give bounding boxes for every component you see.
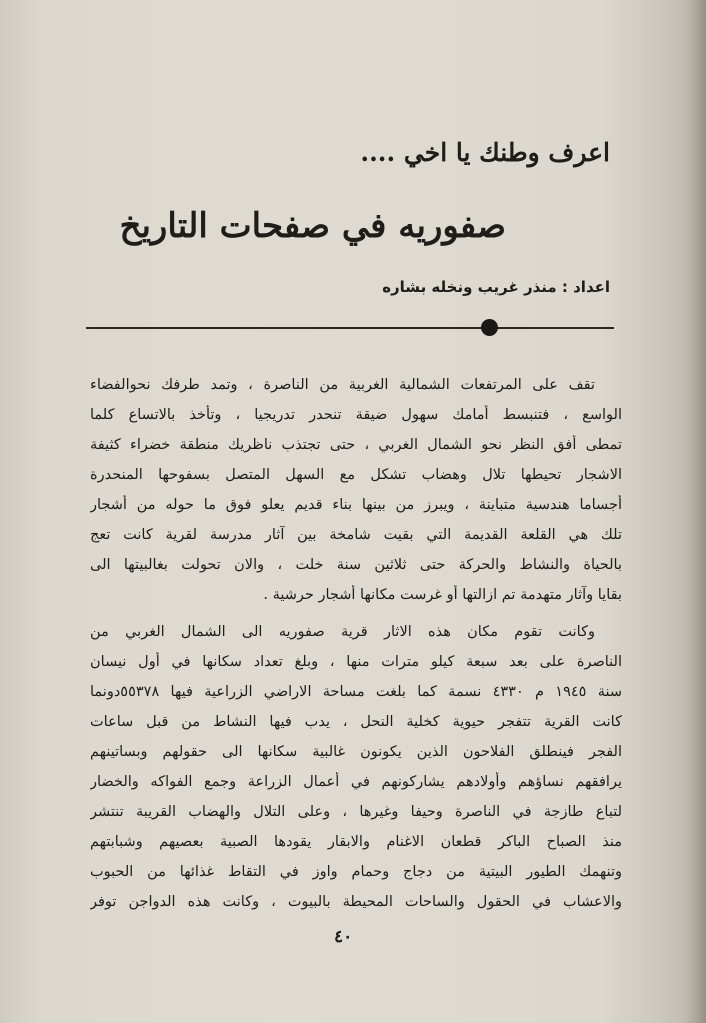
paragraph2-line: وتنهمك الطيور البيتية من دجاج وحمام واوز في التقاط غذائها من الحبوب bbox=[90, 864, 622, 880]
paragraph2-line: وكانت تقوم مكان هذه الاثار قرية صفوريه الى الشمال الغربي من bbox=[90, 624, 595, 640]
paragraph1-line: بقايا وآثار متهدمة تم ازالتها أو غرست مكانها أشجار حرشية . bbox=[263, 587, 622, 603]
paragraph1-line: تمطى أفق النظر نحو الشمال الغربي ، حتى تجتذب ناظريك منطقة خضراء كثيفة bbox=[90, 437, 622, 453]
page-number: ٤٠ bbox=[334, 927, 353, 947]
article-byline: اعداد : منذر غريب ونخله بشاره bbox=[382, 278, 610, 296]
paragraph1-line: الاشجار تحيطها تلال وهضاب تشكل مع السهل المتصل بسفوحها المنحدرة bbox=[90, 467, 622, 483]
paragraph1-line: تقف على المرتفعات الشمالية الغربية من الناصرة ، وتمد طرفك نحوالفضاء bbox=[90, 377, 595, 393]
paragraph2-line: كانت القرية تتفجر حيوية كخلية النحل ، يدب فيها النشاط من قبل ساعات bbox=[90, 714, 622, 730]
divider-dot-ornament bbox=[481, 319, 498, 336]
page-edge-shadow bbox=[684, 0, 706, 1023]
paragraph2-line: يرافقهم نساؤهم وأولادهم يشاركونهم في أعمال الزراعة وجمع الفواكه والخضار bbox=[90, 774, 622, 790]
paragraph1-line: الواسع ، فتنبسط أمامك سهول ضيقة تنحدر تدريجيا ، وتأخذ بالاتساع كلما bbox=[90, 407, 622, 423]
series-kicker: اعرف وطنك يا اخي .... bbox=[360, 138, 610, 167]
paragraph1-line: أجساما هندسية متباينة ، ويبرز من بينها بناء قديم يعلو فوق ما حوله من أشجار bbox=[90, 497, 622, 513]
paragraph2-line: الفجر فينطلق الفلاحون الذين يكونون غالبية سكانها الى حقولهم وبساتينهم bbox=[90, 744, 622, 760]
paragraph2-line: الناصرة على بعد سبعة كيلو مترات منها ، وبلغ تعداد سكانها في أول نيسان bbox=[90, 654, 622, 670]
article-title: صفوريه في صفحات التاريخ bbox=[119, 206, 506, 246]
paragraph2-line: منذ الصباح الباكر قطعان الاغنام والابقار يقودها الصبية بعصيهم وشبابتهم bbox=[90, 834, 622, 850]
paragraph2-line: سنة ١٩٤٥ م ٤٣٣٠ نسمة كما بلغت مساحة الاراضي الزراعية فيها ٥٥٣٧٨دونما bbox=[90, 684, 622, 700]
paragraph1-line: تلك هي القلعة القديمة التي بقيت شامخة بين آثار مدرسة لقرية كانت تعج bbox=[90, 527, 622, 543]
paragraph2-line: والاعشاب في الحقول والساحات المحيطة بالبيوت ، وكانت هذه الدواجن توفر bbox=[90, 894, 622, 910]
paragraph1-line: بالحياة والنشاط والحركة حتى ثلاثين سنة خلت ، والان تحولت بغالبيتها الى bbox=[90, 557, 622, 573]
title-divider bbox=[86, 327, 614, 329]
paragraph2-line: لتباع طازجة في الناصرة وحيفا وغيرها ، وعلى التلال والهضاب القريبة تنتشر bbox=[90, 804, 622, 820]
